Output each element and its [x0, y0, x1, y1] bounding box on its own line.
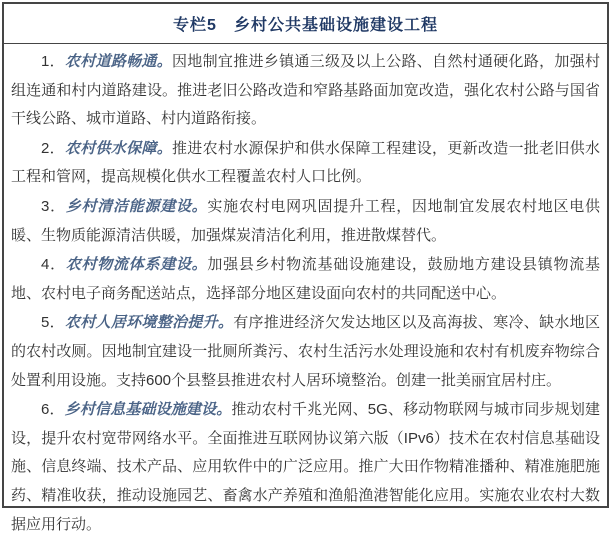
- list-item-1: [11, 47, 600, 134]
- list-item-5: [11, 308, 600, 395]
- item-lead: 农村人居环境整治提升。: [64, 313, 234, 332]
- list-item-2: [11, 134, 600, 192]
- list-item-3: [11, 192, 600, 250]
- item-lead: 农村道路畅通。: [64, 52, 173, 70]
- item-text: 有序推进经济欠发达地区以及高海拔、寒冷、缺水地区的农村改厕。因地制宜建设一批厕所粪污、农村生活污水处理设施和农村有机废弃物综合处置利用设施。支持600个县整县推进农村人居环境整治。创建一批美丽宜居村庄。: [11, 314, 600, 389]
- item-number: 6．: [41, 401, 65, 419]
- item-number: 4．: [41, 256, 66, 274]
- item-lead: 乡村清洁能源建设。: [65, 196, 208, 215]
- item-number: 2．: [41, 139, 65, 157]
- item-number: 1．: [41, 53, 65, 70]
- item-text: 实施农村电网巩固提升工程，因地制宜发展农村地区电供暖、生物质能源清洁供暖，加强煤炭清洁化利用，推进散煤替代。: [11, 197, 600, 244]
- item-lead: 农村供水保障。: [64, 138, 173, 157]
- item-text: 推进农村水源保护和供水保障工程建设，更新改造一批老旧供水工程和管网，提高规模化供水工程覆盖农村人口比例。: [11, 139, 600, 186]
- item-lead: 农村物流体系建设。: [65, 255, 208, 274]
- column-box-title: 专栏5 乡村公共基础设施建设工程: [173, 17, 438, 34]
- column-box-body: [4, 44, 607, 539]
- item-text: 推动农村千兆光网、5G、移动物联网与城市同步规划建设，提升农村宽带网络水平。全面推进互联网协议第六版（IPv6）技术在农村信息基础设施、信息终端、技术产品、应用软件中的广泛应用。推广大田作物精准播种、精准施肥施药、精准收获，推动设施园艺、畜禽水产养殖和渔船渔港智能化应用。实施农业农村大数据应用行动。: [11, 401, 600, 533]
- item-text: 加强县乡村物流基础设施建设，鼓励地方建设县镇物流基地、农村电子商务配送站点，选择部分地区建设面向农村的共同配送中心。: [11, 256, 600, 302]
- column-box: [2, 2, 609, 533]
- item-number: 5．: [41, 314, 65, 332]
- item-text: 因地制宜推进乡镇通三级及以上公路、自然村通硬化路，加强村组连通和村内道路建设。推进老旧公路改造和窄路基路面加宽改造，强化农村公路与国省干线公路、城市道路、村内道路衔接。: [11, 53, 600, 128]
- list-item-6: [11, 395, 600, 539]
- item-lead: 乡村信息基础设施建设。: [64, 400, 232, 419]
- column-box-header: [4, 4, 607, 44]
- list-item-4: [11, 250, 600, 308]
- item-number: 3．: [41, 197, 66, 215]
